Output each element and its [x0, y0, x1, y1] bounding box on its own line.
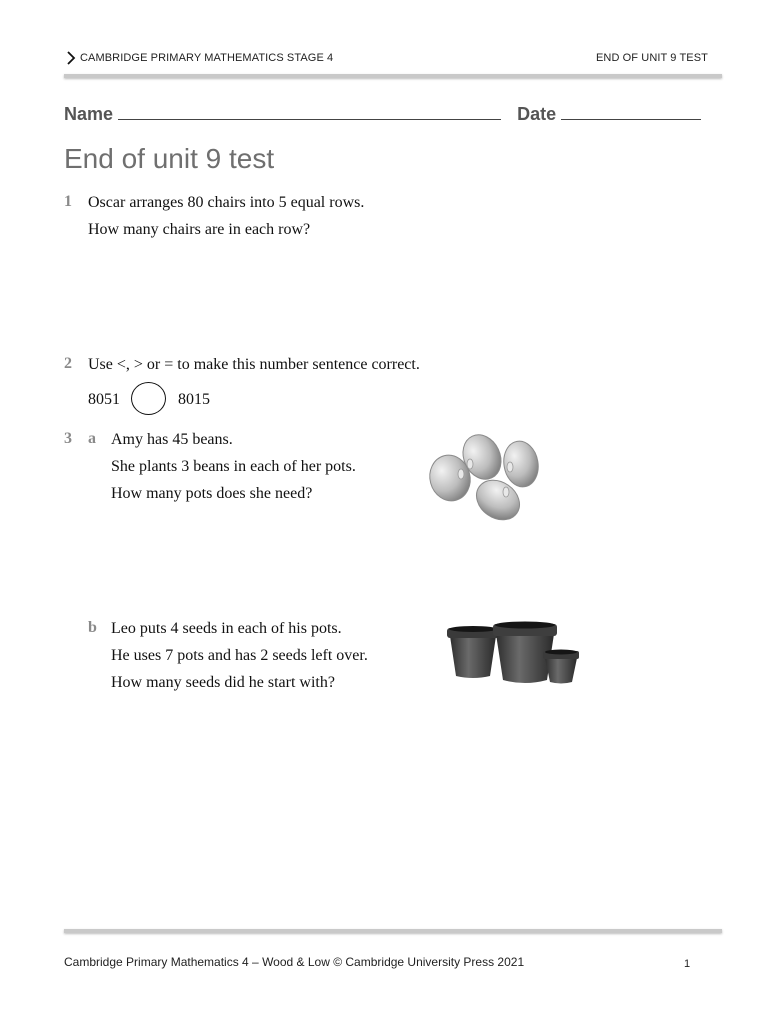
part-letter: b — [88, 619, 97, 636]
header-rule — [64, 74, 722, 78]
question-number: 1 — [64, 193, 72, 210]
question-number: 3 — [64, 430, 72, 447]
question-line: He uses 7 pots and has 2 seeds left over. — [111, 647, 368, 664]
question-line: She plants 3 beans in each of her pots. — [111, 458, 356, 475]
date-blank[interactable] — [561, 103, 701, 120]
question-3b-text — [111, 615, 368, 696]
question-1-text — [88, 189, 364, 243]
name-blank[interactable] — [118, 103, 501, 120]
question-line: How many pots does she need? — [111, 485, 313, 502]
question-line: Amy has 45 beans. — [111, 431, 233, 448]
question-line: How many chairs are in each row? — [88, 221, 311, 238]
name-date-row — [64, 103, 701, 125]
page-title: End of unit 9 test — [64, 143, 275, 174]
number-right-value: 8015 — [178, 391, 210, 408]
header-series-title: CAMBRIDGE PRIMARY MATHEMATICS STAGE 4 — [80, 52, 334, 64]
part-letter: a — [88, 430, 96, 447]
name-label: Name — [64, 104, 114, 124]
question-2-text: Use <, > or = to make this number sentence correct. — [88, 356, 420, 373]
number-left-value: 8051 — [88, 391, 120, 408]
footer-credit: Cambridge Primary Mathematics 4 – Wood & Low © Cambridge University Press 2021 — [64, 955, 525, 969]
chevron-right-icon — [66, 51, 76, 65]
question-line: Leo puts 4 seeds in each of his pots. — [111, 620, 342, 637]
flower-pots-illustration — [444, 616, 584, 688]
page-number: 1 — [684, 958, 691, 970]
date-label: Date — [517, 104, 557, 124]
footer-rule — [64, 929, 722, 933]
question-line: How many seeds did he start with? — [111, 674, 335, 691]
question-number: 2 — [64, 355, 72, 372]
header-test-title: END OF UNIT 9 TEST — [595, 52, 708, 64]
beans-illustration — [426, 430, 544, 526]
question-3a-text — [111, 426, 356, 507]
question-line: Oscar arranges 80 chairs into 5 equal rows. — [88, 194, 365, 211]
comparison-answer-circle[interactable] — [131, 382, 166, 415]
